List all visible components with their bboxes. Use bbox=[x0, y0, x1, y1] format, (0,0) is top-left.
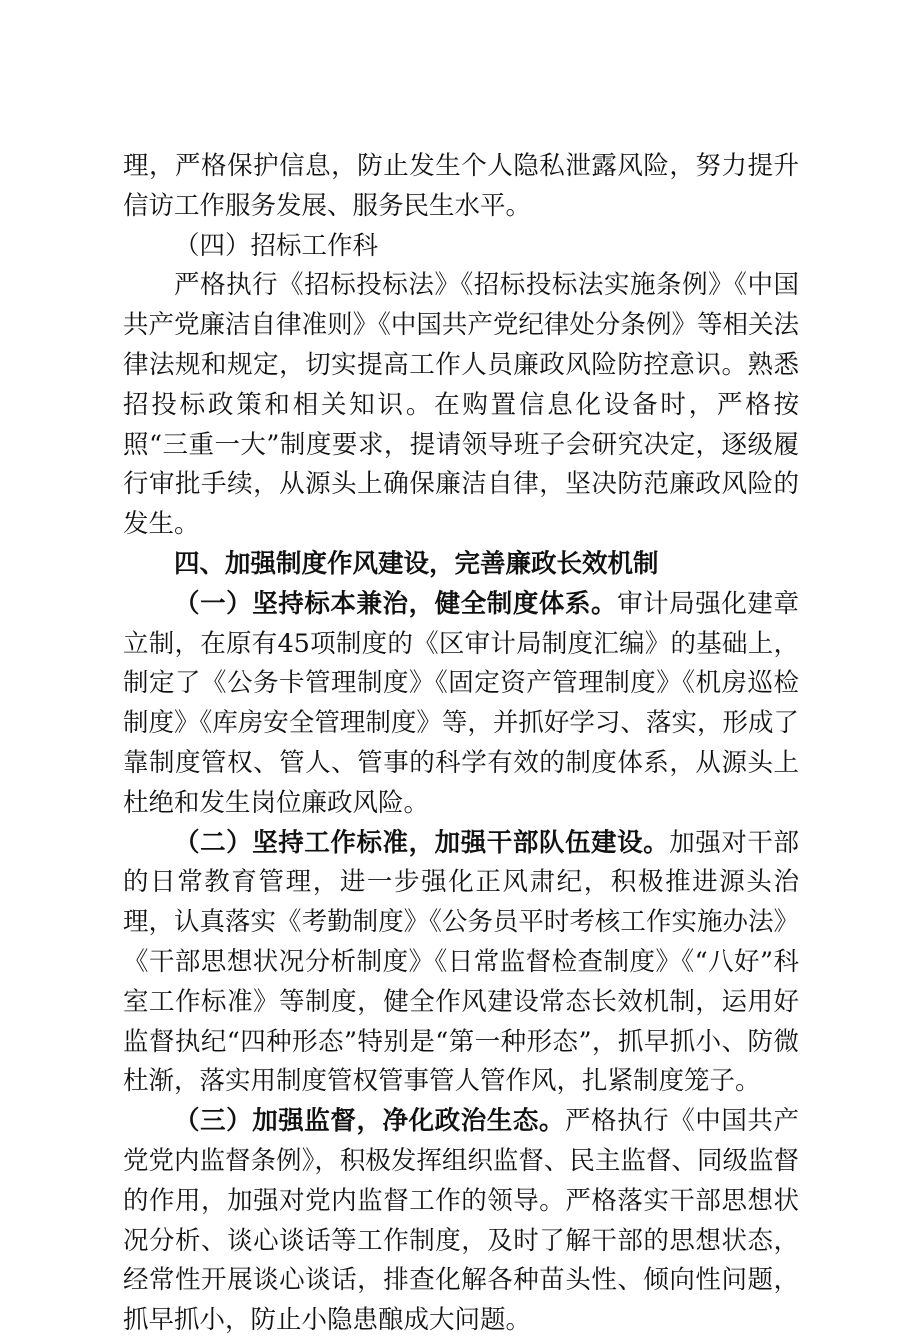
item-two-body: 加强对干部的日常教育管理，进一步强化正风肃纪，积极推进源头治理，认真落实《考勤制度》《公务员平时考核工作实施办法》《干部思想状况分析制度》《日常监督检查制度》《“八好”科室工作标准》等制度，健全作风建设常态长效机制，运用好监督执纪“四种形态”特别是“第一种形态”，抓早抓小、防微杜渐，落实用制度管权管事管人管作风，扎紧制度笼子。 bbox=[123, 827, 799, 1097]
section-title-four: 四、加强制度作风建设，完善廉政长效机制 bbox=[174, 548, 659, 579]
paragraph-item-two bbox=[123, 824, 799, 1103]
item-two-lead: （二）坚持工作标准，加强干部队伍建设。 bbox=[174, 827, 670, 858]
paragraph-item-one bbox=[123, 585, 799, 824]
paragraph-item-three bbox=[123, 1102, 799, 1341]
paragraph-bidding: 严格执行《招标投标法》《招标投标法实施条例》《中国共产党廉洁自律准则》《中国共产党纪律处分条例》等相关法律法规和规定，切实提高工作人员廉政风险防控意识。熟悉招投标政策和相关知识。在购置信息化设备时，严格按照“三重一大”制度要求，提请领导班子会研究决定，逐级履行审批手续，从源头上确保廉洁自律，坚决防范廉政风险的发生。 bbox=[123, 270, 799, 540]
item-one-body: 审计局强化建章立制，在原有45项制度的《区审计局制度汇编》的基础上，制定了《公务卡管理制度》《固定资产管理制度》《机房巡检制度》《库房安全管理制度》等，并抓好学习、落实，形成了靠制度管权、管人、管事的科学有效的制度体系，从源头上杜绝和发生岗位廉政风险。 bbox=[123, 588, 799, 818]
item-three-body: 严格执行《中国共产党党内监督条例》，积极发挥组织监督、民主监督、同级监督的作用，加强对党内监督工作的领导。严格落实干部思想状况分析、谈心谈话等工作制度，及时了解干部的思想状态，经常性开展谈心谈话，排查化解各种苗头性、倾向性问题，抓早抓小，防止小隐患酿成大问题。 bbox=[123, 1106, 799, 1336]
paragraph-continuation: 理，严格保护信息，防止发生个人隐私泄露风险，努力提升信访工作服务发展、服务民生水平。 bbox=[123, 151, 799, 221]
subheading-bidding-section: （四）招标工作科 bbox=[174, 230, 379, 261]
item-one-lead: （一）坚持标本兼治，健全制度体系。 bbox=[174, 588, 618, 619]
item-three-lead: （三）加强监督，净化政治生态。 bbox=[174, 1106, 565, 1137]
document-body bbox=[123, 147, 799, 1341]
